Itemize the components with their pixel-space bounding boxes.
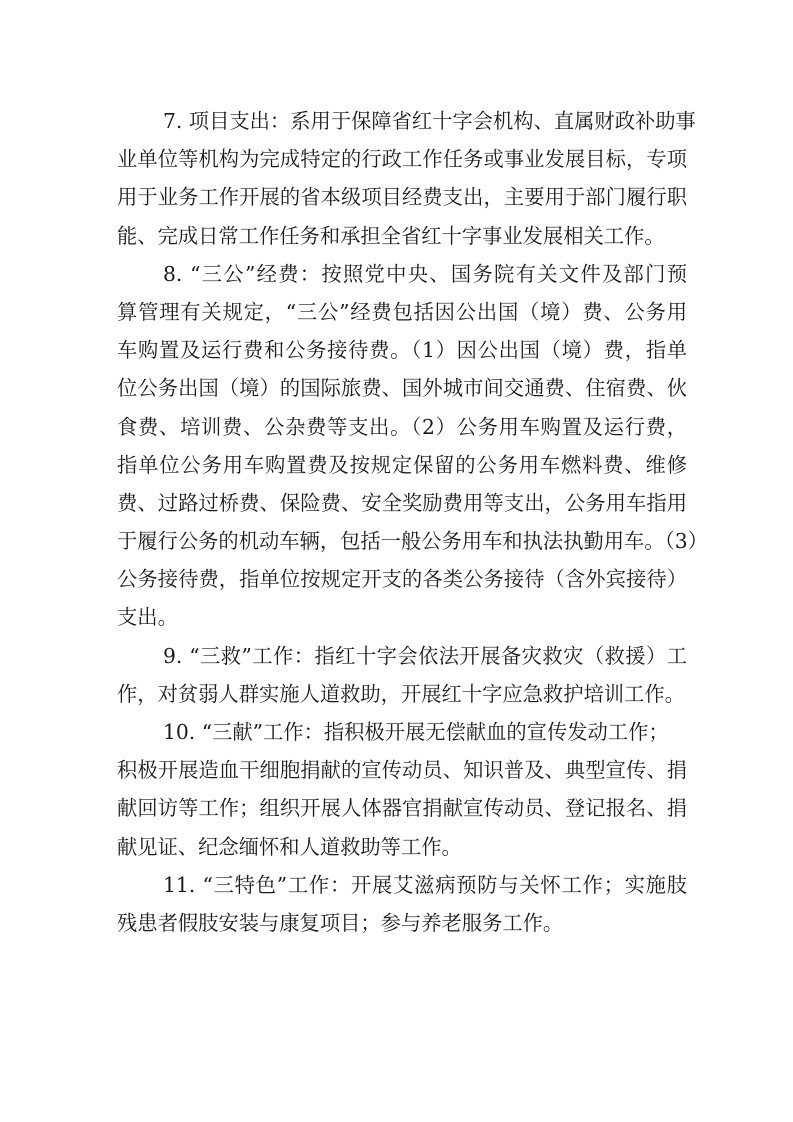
- paragraph-line: 算管理有关规定，“三公”经费包括因公出国（境）费、公务用: [117, 299, 687, 324]
- paragraph-item-8: [117, 255, 708, 637]
- paragraph-line: 8. “三公”经费：按照党中央、国务院有关文件及部门预: [163, 261, 687, 286]
- paragraph-line: 残患者假肢安装与康复项目；参与养老服务工作。: [117, 910, 564, 935]
- paragraph-line: 指单位公务用车购置费及按规定保留的公务用车燃料费、维修: [117, 452, 687, 477]
- paragraph-line: 积极开展造血干细胞捐献的宣传动员、知识普及、典型宣传、捐: [117, 758, 687, 783]
- paragraph-item-10: [117, 713, 687, 866]
- paragraph-line: 支出。: [117, 605, 178, 630]
- paragraph-line: 费、过路过桥费、保险费、安全奖励费用等支出，公务用车指用: [117, 490, 687, 515]
- document-body: [117, 102, 708, 942]
- paragraph-line: 7. 项目支出：系用于保障省红十字会机构、直属财政补助事: [163, 109, 696, 133]
- paragraph-line: 公务接待费，指单位按规定开支的各类公务接待（含外宾接待）: [117, 567, 687, 592]
- paragraph-line: 10. “三献”工作：指积极开展无偿献血的宣传发动工作；: [163, 720, 669, 744]
- paragraph-line: 车购置及运行费和公务接待费。（1）因公出国（境）费，指单: [117, 338, 687, 363]
- paragraph-line: 于履行公务的机动车辆，包括一般公务用车和执法执勤用车。（3）: [117, 529, 708, 554]
- paragraph-line: 能、完成日常工作任务和承担全省红十字事业发展相关工作。: [117, 223, 665, 248]
- paragraph-line: 位公务出国（境）的国际旅费、国外城市间交通费、住宿费、伙: [117, 376, 687, 401]
- paragraph-line: 作，对贫弱人群实施人道救助，开展红十字应急救护培训工作。: [117, 681, 685, 706]
- paragraph-line: 业单位等机构为完成特定的行政工作任务或事业发展目标，专项: [117, 147, 687, 172]
- paragraph-item-11: [117, 866, 687, 942]
- paragraph-line: 用于业务工作开展的省本级项目经费支出，主要用于部门履行职: [117, 185, 687, 210]
- paragraph-line: 11. “三特色”工作：开展艾滋病预防与关怀工作；实施肢: [163, 872, 687, 897]
- paragraph-item-7: [117, 102, 696, 255]
- paragraph-line: 献见证、纪念缅怀和人道救助等工作。: [117, 834, 462, 859]
- paragraph-line: 食费、培训费、公杂费等支出。（2）公务用车购置及运行费，: [117, 414, 687, 439]
- paragraph-item-9: [117, 637, 687, 713]
- paragraph-line: 9. “三救”工作：指红十字会依法开展备灾救灾（救援）工: [163, 643, 687, 668]
- paragraph-line: 献回访等工作；组织开展人体器官捐献宣传动员、登记报名、捐: [117, 796, 687, 821]
